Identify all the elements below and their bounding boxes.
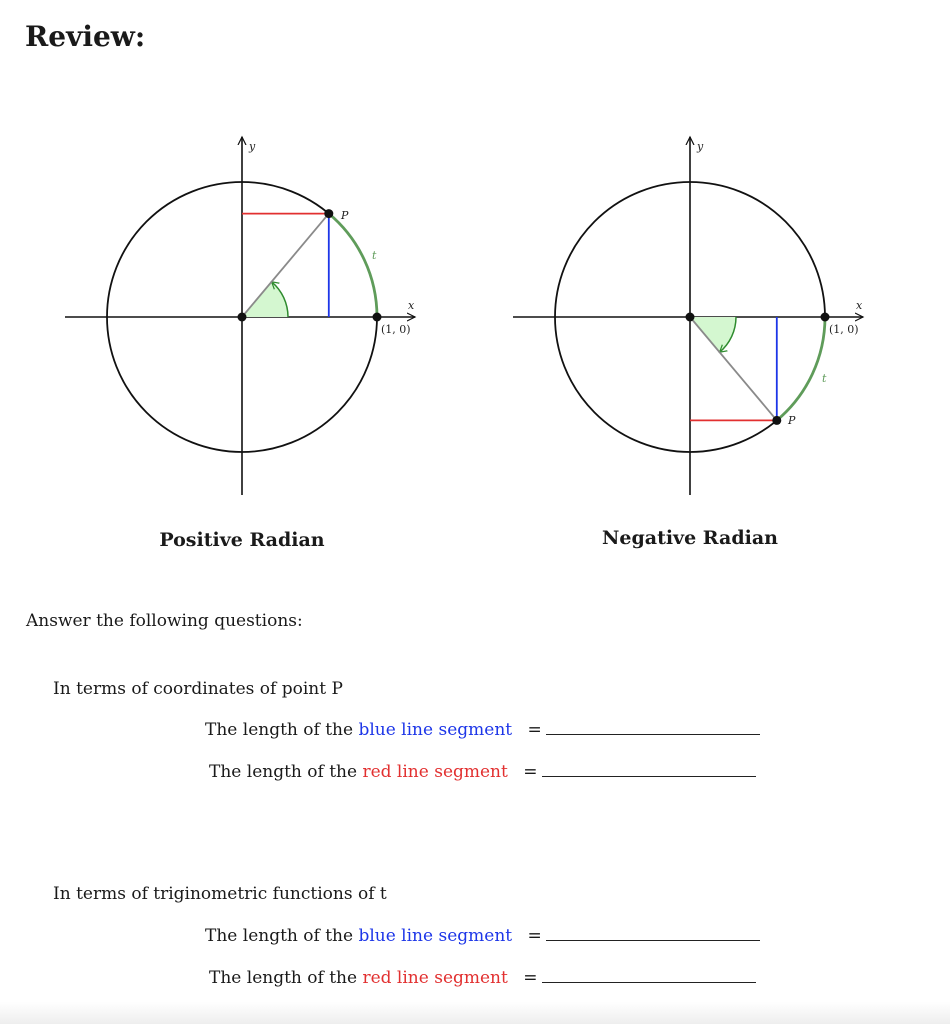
y-axis-label: y [697,140,704,153]
origin-dot [238,313,247,322]
row-prefix: The length of the [205,926,354,946]
arc-t [329,214,377,317]
question-row [209,967,756,988]
arc-t [777,317,825,420]
section-coordinates-label: In terms of coordinates of point P [53,679,343,699]
y-axis-label: y [249,140,256,153]
section-trig-label: In terms of triginometric functions of t [53,884,387,904]
answer-blank[interactable] [546,925,760,941]
instructions: Answer the following questions: [26,611,303,631]
question-row [205,719,760,740]
arc-t-label: t [822,372,827,385]
equals-sign: = [523,762,538,782]
angle-wedge [242,282,288,317]
negative-radian-caption: Negative Radian [602,527,778,549]
positive-radian-caption: Positive Radian [159,529,325,551]
blue-segment-term: blue line segment [358,720,513,740]
row-prefix: The length of the [205,720,354,740]
question-row [205,925,760,946]
x-axis-label: x [408,299,415,312]
point-p-label: P [788,414,796,427]
bottom-bar [0,1002,950,1024]
origin-dot [686,313,695,322]
equals-sign: = [527,720,542,740]
unit-point-label: (1, 0) [829,323,859,336]
point-p [772,416,781,425]
point-p [324,209,333,218]
question-row [209,761,756,782]
point-p-label: P [341,209,349,222]
equals-sign: = [523,968,538,988]
row-prefix: The length of the [209,762,358,782]
answer-blank[interactable] [542,967,756,983]
red-segment-term: red line segment [362,762,508,782]
x-axis-label: x [856,299,863,312]
answer-blank[interactable] [546,719,760,735]
blue-segment-term: blue line segment [358,926,513,946]
equals-sign: = [527,926,542,946]
answer-blank[interactable] [542,761,756,777]
arc-t-label: t [372,249,377,262]
red-segment-term: red line segment [362,968,508,988]
unit-point-label: (1, 0) [381,323,411,336]
unit-point [373,313,382,322]
page-title: Review: [25,20,146,53]
angle-wedge [690,317,736,352]
row-prefix: The length of the [209,968,358,988]
unit-point [821,313,830,322]
positive-radian-diagram [60,125,430,500]
negative-radian-diagram [508,125,878,500]
